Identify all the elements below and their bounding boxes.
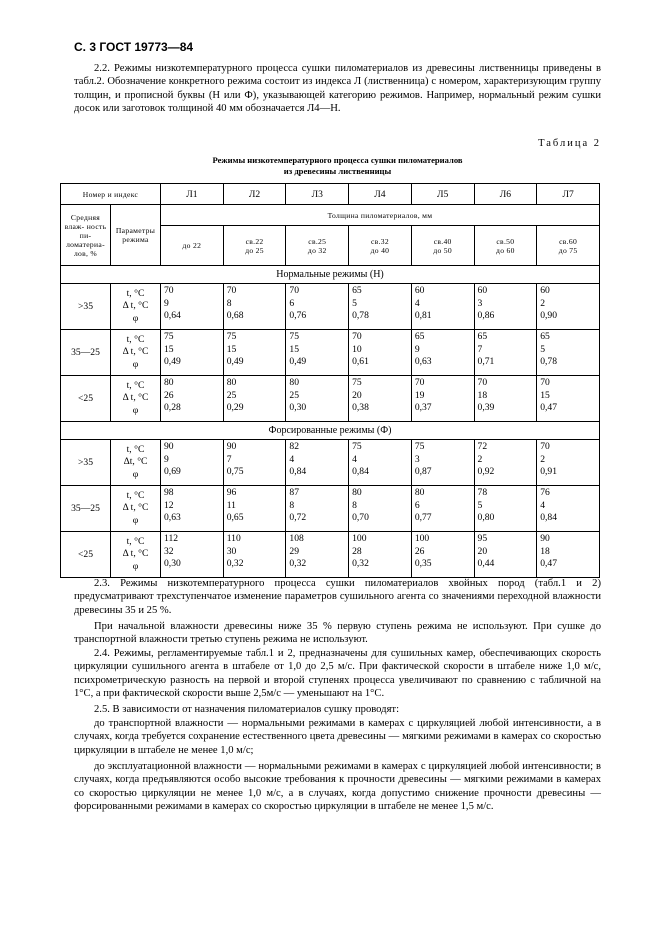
value-cell: [537, 284, 600, 330]
param-label: t, °С: [126, 333, 145, 345]
value: 70: [289, 285, 299, 296]
mode-index: Л1: [161, 184, 224, 205]
humidity-cell: 35—25: [61, 330, 111, 376]
value: 72: [477, 441, 488, 452]
value: 80: [164, 377, 174, 388]
value: 0,76: [289, 310, 307, 321]
value: 75: [226, 331, 237, 342]
param-label: t, °С: [126, 489, 145, 501]
humidity-cell: >35: [61, 440, 111, 486]
value-cell: [349, 532, 412, 578]
value: 65: [414, 331, 425, 342]
paragraph-2-3-note: При начальной влажности древесины ниже 35 % первую ступень режима не используют. При сушке до транспортной влажности третью ступень режима не используют.: [74, 621, 601, 646]
param-label: Δ t, °С: [122, 346, 149, 358]
value: 0,78: [352, 310, 369, 321]
value-cell: [411, 440, 474, 486]
section-normal-row: [61, 266, 600, 284]
value: 110: [226, 533, 241, 544]
value: 0,47: [540, 402, 558, 413]
value: 0,63: [164, 512, 181, 523]
params-cell: [111, 376, 161, 422]
value: 0,49: [164, 356, 181, 367]
value: 70: [352, 331, 362, 342]
value: 78: [477, 487, 488, 498]
value-cell: [161, 440, 224, 486]
table-header-row: [61, 184, 600, 205]
value: 15: [540, 389, 550, 401]
value-cell: [411, 330, 474, 376]
table-title-line-1: Режимы низкотемпературного процесса сушки пиломатериалов: [212, 155, 463, 165]
params-cell: [111, 532, 161, 578]
mode-index: Л4: [349, 184, 412, 205]
value: 0,47: [540, 558, 558, 569]
value: 5: [352, 297, 357, 309]
value: 3: [477, 297, 483, 309]
value-cell: [161, 486, 224, 532]
value: 20: [352, 389, 362, 401]
value-cell: [537, 486, 600, 532]
value: 100: [414, 533, 430, 544]
value: 0,70: [352, 512, 369, 523]
value: 4: [540, 499, 546, 511]
param-label: φ: [132, 404, 139, 416]
value: 70: [540, 377, 550, 388]
value: 0,91: [540, 466, 558, 477]
value: 112: [164, 533, 179, 544]
header-number-index: Номер и индекс: [61, 184, 161, 205]
value: 9: [414, 343, 420, 355]
param-label: t, °С: [126, 287, 145, 299]
value: 2: [477, 453, 483, 465]
header-thickness: Толщина пиломатериалов, мм: [161, 205, 600, 226]
table-title-line-2: из древесины лиственницы: [283, 165, 392, 176]
value: 5: [540, 343, 546, 355]
value: 80: [414, 487, 425, 498]
value-cell: [411, 532, 474, 578]
table-row: [61, 486, 600, 532]
param-label: t, °С: [126, 535, 145, 547]
thickness-range: [411, 226, 474, 266]
value: 0,44: [477, 558, 495, 569]
thickness-range: [161, 226, 224, 266]
value: 75: [352, 441, 362, 452]
humidity-cell: <25: [61, 532, 111, 578]
thickness-to: до 60: [496, 245, 515, 255]
value-cell: [349, 440, 412, 486]
table-row: [61, 376, 600, 422]
value: 60: [477, 285, 488, 296]
value: 18: [477, 389, 488, 401]
value: 0,32: [226, 558, 244, 569]
value: 15: [164, 343, 174, 355]
value-cell: [474, 486, 537, 532]
params-cell: [111, 284, 161, 330]
value: 18: [540, 545, 550, 557]
value-cell: [537, 532, 600, 578]
value-cell: [286, 486, 349, 532]
param-label: t, °С: [126, 379, 145, 391]
value: 76: [540, 487, 550, 498]
value: 65: [540, 331, 550, 342]
param-label: Δ t, °С: [122, 548, 149, 560]
value: 0,75: [226, 466, 244, 477]
drying-modes-table: [60, 183, 600, 578]
value: 12: [164, 499, 174, 511]
value-cell: [286, 376, 349, 422]
thickness-range: [223, 226, 286, 266]
value-cell: [349, 376, 412, 422]
paragraph-2-5-transport: до транспортной влажности — нормальными режимами в камерах с циркуляцией любой интенсивности, а в случаях, когда требуется сохранение естественного цвета древесины — мягкими режимами в камерах со скоростью циркуляции в штабеле не менее 1,0 м/с;: [74, 718, 601, 756]
value-cell: [349, 330, 412, 376]
value-cell: [161, 330, 224, 376]
value: 0,37: [414, 402, 432, 413]
value-cell: [411, 486, 474, 532]
mode-index: Л5: [411, 184, 474, 205]
humidity-cell: >35: [61, 284, 111, 330]
value: 0,35: [414, 558, 432, 569]
value: 2: [540, 297, 546, 309]
thickness-from: св.60: [559, 236, 578, 246]
value: 8: [226, 297, 232, 309]
header-params: Параметры режима: [111, 205, 161, 266]
param-label: φ: [132, 312, 139, 324]
value: 26: [414, 545, 425, 557]
table-number: Таблица 2: [538, 138, 601, 149]
value-cell: [474, 376, 537, 422]
value: 0,69: [164, 466, 181, 477]
value: 15: [289, 343, 299, 355]
value: 70: [164, 285, 174, 296]
paragraph-2-4: 2.4. Режимы, регламентируемые табл.1 и 2, предназначены для сушильных камер, обеспечивающих скорость циркуляции сушильного агента в штабеле от 1,0 до 2,5 м/с. При фактической скорости в штабеле ниже 1,0 м/с, психрометрическую разность на первой и второй ступенях процесса увеличивают по сравнению с табличной на 1°С, а при фактической скорости выше 2,5м/с — уменьшают на 1°С.: [74, 648, 601, 700]
value-cell: [161, 284, 224, 330]
param-label: φ: [132, 358, 139, 370]
param-label: φ: [132, 468, 139, 480]
value: 7: [226, 453, 232, 465]
value: 70: [540, 441, 550, 452]
value: 2: [540, 453, 546, 465]
value: 15: [226, 343, 237, 355]
value: 26: [164, 389, 174, 401]
value: 11: [226, 499, 236, 511]
value: 0,92: [477, 466, 495, 477]
value: 7: [477, 343, 483, 355]
value: 0,81: [414, 310, 432, 321]
section-normal: Нормальные режимы (Н): [61, 266, 600, 284]
value: 0,30: [289, 402, 307, 413]
thickness-from: до 22: [182, 241, 202, 250]
table-subheader-row: [61, 205, 600, 226]
value: 28: [352, 545, 362, 557]
value-cell: [286, 284, 349, 330]
mode-index: Л2: [223, 184, 286, 205]
value: 8: [289, 499, 295, 511]
value: 0,84: [289, 466, 307, 477]
value: 70: [477, 377, 488, 388]
value: 0,90: [540, 310, 558, 321]
value: 19: [414, 389, 425, 401]
value: 0,84: [352, 466, 369, 477]
value-cell: [286, 330, 349, 376]
value: 0,77: [414, 512, 432, 523]
value: 0,32: [352, 558, 369, 569]
param-label: Δ t, °С: [122, 300, 149, 312]
value-cell: [223, 376, 286, 422]
value: 6: [289, 297, 295, 309]
value: 95: [477, 533, 488, 544]
thickness-to: до 50: [433, 245, 452, 255]
value: 0,65: [226, 512, 244, 523]
thickness-range: [537, 226, 600, 266]
value: 29: [289, 545, 299, 557]
thickness-to: до 40: [370, 245, 390, 255]
paragraph-2-3: 2.3. Режимы низкотемпературного процесса сушки пиломатериалов хвойных пород (табл.1 и 2) предусматривают трехступенчатое изменение параметров сушильного агента со значениями переходной влажности древесины 35 и 25 %.: [74, 578, 601, 616]
value: 10: [352, 343, 362, 355]
value: 100: [352, 533, 367, 544]
value-cell: [161, 532, 224, 578]
value: 3: [414, 453, 420, 465]
value-cell: [411, 376, 474, 422]
table-row: [61, 330, 600, 376]
humidity-cell: 35—25: [61, 486, 111, 532]
value: 98: [164, 487, 174, 498]
value: 4: [352, 453, 357, 465]
value-cell: [349, 284, 412, 330]
humidity-cell: <25: [61, 376, 111, 422]
value: 90: [164, 441, 174, 452]
value: 82: [289, 441, 299, 452]
value: 0,71: [477, 356, 495, 367]
value: 0,87: [414, 466, 432, 477]
value: 30: [226, 545, 237, 557]
value: 87: [289, 487, 299, 498]
value: 80: [289, 377, 299, 388]
value: 0,78: [540, 356, 558, 367]
value: 32: [164, 545, 174, 557]
params-cell: [111, 486, 161, 532]
value: 0,32: [289, 558, 307, 569]
page-header: С. 3 ГОСТ 19773—84: [74, 40, 194, 54]
thickness-range: [286, 226, 349, 266]
value: 5: [477, 499, 483, 511]
value-cell: [537, 440, 600, 486]
value: 0,39: [477, 402, 495, 413]
value-cell: [411, 284, 474, 330]
value-cell: [223, 440, 286, 486]
paragraph-2-2: 2.2. Режимы низкотемпературного процесса сушки пиломатериалов из древесины лиственницы приведены в табл.2. Обозначение конкретного режима состоит из индекса Л (лиственница) с номером, характеризующим группу толщин, и прописной буквы (Н или Ф), указывающей категорию режимов. Например, нормальный режим сушки досок или заготовок толщиной 40 мм обозначается Л4—Н.: [74, 63, 601, 115]
value-cell: [286, 440, 349, 486]
value: 75: [289, 331, 299, 342]
value: 0,68: [226, 310, 244, 321]
value-cell: [537, 330, 600, 376]
section-forced: Форсированные режимы (Ф): [61, 422, 600, 440]
param-label: t, °С: [126, 443, 145, 455]
param-label: Δ t, °С: [122, 502, 149, 514]
value: 0,80: [477, 512, 495, 523]
thickness-from: св.32: [370, 236, 389, 246]
param-label: Δ t, °С: [122, 392, 149, 404]
value-cell: [286, 532, 349, 578]
thickness-to: до 75: [558, 245, 578, 255]
value: 65: [352, 285, 362, 296]
value: 80: [226, 377, 237, 388]
thickness-to: до 32: [307, 245, 327, 255]
value: 0,72: [289, 512, 307, 523]
value: 0,64: [164, 310, 181, 321]
thickness-range: [474, 226, 537, 266]
paragraph-2-5-operational: до эксплуатационной влажности — нормальными режимами в камерах с циркуляцией любой интенсивности; в случаях, когда предъявляются особо высокие требования к прочности древесины — мягкими режимами в камерах со скоростью циркуляции не менее 1,0 м/с, а в случаях, когда допустимо снижение прочности древесины — форсированными режимами в камерах со скоростью циркуляции в штабеле не менее 1,5 м/с.: [74, 761, 601, 813]
param-label: φ: [132, 560, 139, 572]
value: 0,30: [164, 558, 181, 569]
value: 25: [226, 389, 237, 401]
value-cell: [349, 486, 412, 532]
header-humidity: Средняя влаж- ность пи- ломатериа- лов, %: [61, 205, 111, 266]
value: 9: [164, 453, 169, 465]
table-title: [74, 155, 601, 176]
value: 90: [540, 533, 550, 544]
value: 75: [164, 331, 174, 342]
value: 6: [414, 499, 420, 511]
value-cell: [474, 330, 537, 376]
value: 108: [289, 533, 304, 544]
thickness-from: св.50: [496, 236, 515, 246]
value: 75: [352, 377, 362, 388]
value: 0,86: [477, 310, 495, 321]
value-cell: [474, 532, 537, 578]
value: 4: [414, 297, 420, 309]
param-label: φ: [132, 514, 139, 526]
value: 0,61: [352, 356, 369, 367]
value-cell: [474, 284, 537, 330]
value: 90: [226, 441, 237, 452]
value: 0,28: [164, 402, 181, 413]
value: 96: [226, 487, 237, 498]
value-cell: [223, 486, 286, 532]
value: 0,49: [289, 356, 307, 367]
paragraph-2-5: 2.5. В зависимости от назначения пиломатериалов сушку проводят:: [94, 704, 400, 715]
value: 9: [164, 297, 169, 309]
mode-index: Л6: [474, 184, 537, 205]
value: 70: [226, 285, 237, 296]
table-row: [61, 532, 600, 578]
value: 20: [477, 545, 488, 557]
value: 60: [414, 285, 425, 296]
value: 0,84: [540, 512, 558, 523]
value: 70: [414, 377, 425, 388]
thickness-from: св.40: [433, 236, 452, 246]
params-cell: [111, 330, 161, 376]
thickness-range: [349, 226, 412, 266]
thickness-from: св.25: [308, 236, 327, 246]
mode-index: Л3: [286, 184, 349, 205]
value: 60: [540, 285, 550, 296]
params-cell: [111, 440, 161, 486]
value-cell: [474, 440, 537, 486]
thickness-from: св.22: [245, 236, 264, 246]
value-cell: [537, 376, 600, 422]
value-cell: [223, 284, 286, 330]
mode-index: Л7: [537, 184, 600, 205]
value: 25: [289, 389, 299, 401]
value: 0,29: [226, 402, 244, 413]
value-cell: [223, 532, 286, 578]
param-label: Δt, °С: [123, 456, 148, 468]
value: 75: [414, 441, 425, 452]
value: 65: [477, 331, 488, 342]
value: 8: [352, 499, 357, 511]
value: 0,49: [226, 356, 244, 367]
table-row: [61, 284, 600, 330]
value-cell: [161, 376, 224, 422]
value: 80: [352, 487, 362, 498]
value: 0,38: [352, 402, 369, 413]
thickness-to: до 25: [245, 245, 264, 255]
table-row: [61, 440, 600, 486]
value: 4: [289, 453, 295, 465]
value-cell: [223, 330, 286, 376]
value: 0,63: [414, 356, 432, 367]
section-forced-row: [61, 422, 600, 440]
